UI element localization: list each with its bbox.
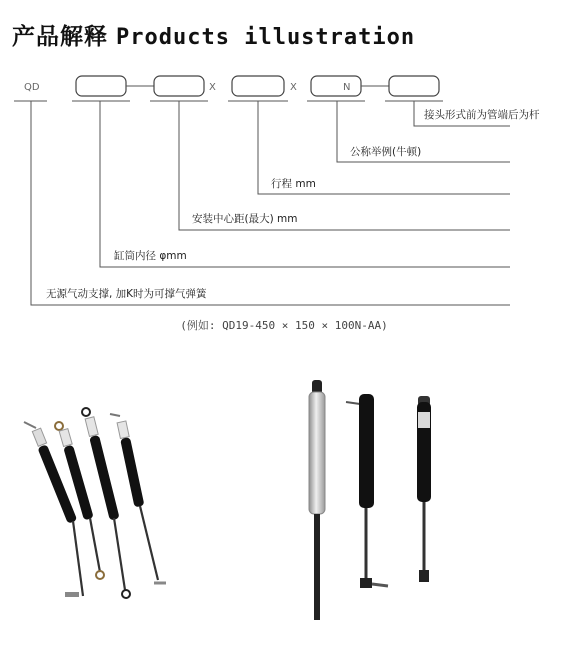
code-box-1 <box>76 76 126 96</box>
title-cn: 产品解释 <box>12 24 108 50</box>
separator-x2: X <box>290 82 297 93</box>
gas-spring-black-middle <box>346 394 388 588</box>
page-title <box>12 18 415 51</box>
force-unit: N <box>343 82 351 93</box>
gas-springs-photo-left <box>8 400 183 615</box>
model-code-diagram <box>0 60 568 310</box>
title-en: Products illustration <box>116 25 416 50</box>
explain-bore: 缸筒内径 φmm <box>114 250 187 262</box>
code-box-3 <box>232 76 284 96</box>
example-code: (例如: QD19-450 × 150 × 100N-AA) <box>180 319 388 332</box>
explain-type: 无源气动支撑, 加K时为可撑气弹簧 <box>46 288 207 300</box>
explain-stroke: 行程 mm <box>271 178 316 190</box>
explain-force: 公称举例(牛顿) <box>350 146 422 158</box>
separator-x1: X <box>209 82 216 93</box>
explain-center-distance: 安装中心距(最大) mm <box>192 213 298 225</box>
code-box-5 <box>389 76 439 96</box>
gas-spring-4 <box>110 414 166 583</box>
leader-type <box>31 101 510 305</box>
gas-springs-photo-right <box>288 372 448 627</box>
gas-spring-1 <box>24 422 83 597</box>
code-box-4 <box>311 76 361 96</box>
code-prefix: QD <box>24 82 40 93</box>
gas-spring-black-right <box>417 396 431 582</box>
explain-joint: 接头形式前为管端后为杆 <box>424 109 540 121</box>
gas-spring-silver <box>309 380 325 620</box>
code-box-2 <box>154 76 204 96</box>
